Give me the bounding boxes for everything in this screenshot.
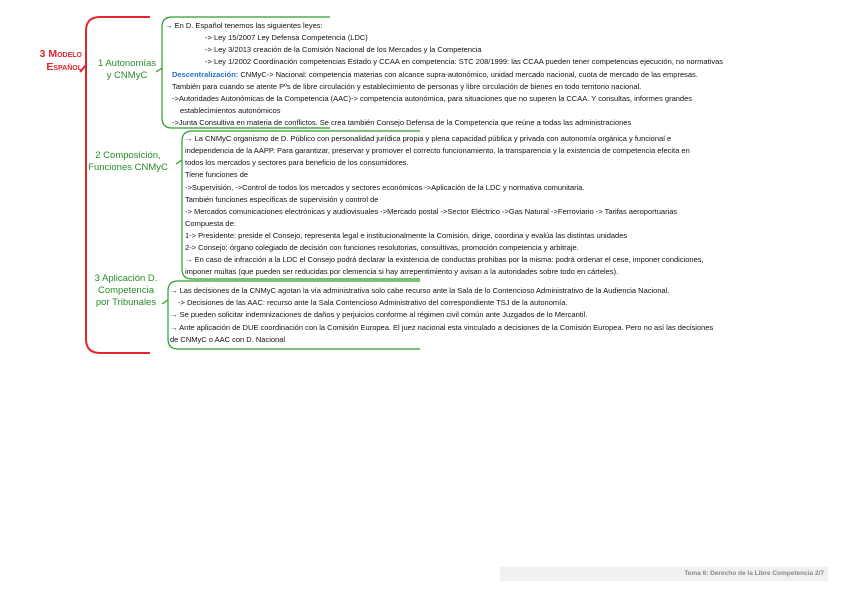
footer-text: Tema 6: Derecho de la Libre Competencia 2/7 (684, 570, 824, 577)
branch-1-title-line-2: y CNMyC (106, 70, 148, 81)
b3-line-2: → Se pueden solicitar indemnizaciones de daños y perjuicios conforme al régimen civil común ante Juzgados de lo Mercantil. (170, 310, 588, 319)
b2-line-9: 2-> Consejo: órgano colegiado de decisión con funciones resolutorias, consultivas, promoción competencia y arbitraje. (185, 243, 579, 252)
b1-line-2: -> Ley 3/2013 creación de la Comisión Nacional de los Mercados y la Competencia (205, 45, 482, 54)
branch-1-title-line-1: 1 Autonomías (97, 58, 157, 69)
b3-line-1: -> Decisiones de las AAC: recurso ante la Sala Contencioso Administrativo del correspondiente TSJ de la autonomía. (178, 298, 568, 307)
b2-line-7: Compuesta de: (185, 219, 236, 228)
branch-2-title-line-2: Funciones CNMyC (88, 162, 168, 173)
b2-line-4: ->Supervisión, ->Control de todos los mercados y sectores económicos ->Aplicación de la LDC y normativa comunitaria. (185, 183, 585, 192)
b3-line-4: de CNMyC o AAC con D. Nacional (170, 335, 286, 344)
b2-line-1: independencia de la AAPP. Para garantizar, preservar y promover el correcto funcionamiento, la transparencia y la existencia de competencia efecita en (185, 146, 690, 155)
b1-line-1: -> Ley 15/2007 Ley Defensa Competencia (LDC) (205, 33, 368, 42)
b1-line-3: -> Ley 1/2002 Coordinación competencias Estado y CCAA en competencia: STC 208/1999: las CCAA pueden tener competencias ejecución, no normativas (205, 57, 724, 66)
b1-line-7: ->Autoridades Autonómicas de la Competencia (AAC)-> competencia autonómica, para situaciones que no superen la CCAA. Y consultas, informes grandes (172, 94, 693, 103)
root-title (22, 48, 82, 74)
b2-line-5: También funciones específicas de supervisión y control de (185, 195, 379, 204)
branch-1-title (82, 58, 172, 82)
b2-line-0: → La CNMyC organismo de D. Público con personalidad jurídica propia y plena capacidad pública y privada con autonomía orgánica y funcional e (185, 134, 672, 143)
branch-3-title-line-1: 3 Aplicación D. (94, 273, 158, 284)
branch-3-title (78, 273, 174, 309)
b2-line-6: -> Mercados comunicaciones electrónicas y audiovisuales ->Mercado postal ->Sector Eléctrico ->Gas Natural ->Ferroviario -> Tarifas aeroportuarias (185, 207, 678, 216)
b3-line-0: → Las decisiones de la CNMyC agotan la vía administrativa solo cabe recurso ante la Sala de lo Contencioso Administrativo de la Audiencia Nacional. (170, 286, 670, 295)
root-title-line-2: Español (46, 61, 82, 73)
b1-line-9: ->Junta Consultiva en materia de conflictos. Se crea también Consejo Defensa de la Competencia que reúne a todas las administraciones (172, 118, 632, 127)
branch-3-title-line-3: por Tribunales (95, 297, 157, 308)
b2-line-3: Tiene funciones de (185, 170, 249, 179)
b2-line-10: → En caso de infracción a la LDC el Consejo podrá declarar la existencia de conductas prohibas por la misma: podrá ordenar el cese, imponer condiciones, (185, 255, 704, 264)
b1-line-6: También para cuando se atente Pºs de libre circulación y establecimiento de personas y libre circulación de bienes en todo territorio nacional. (172, 82, 642, 91)
branch-2-title (78, 150, 178, 174)
root-title-line-1: 3 Modelo (39, 48, 82, 60)
descentralizacion-label: Descentralización: (172, 70, 239, 79)
b2-line-2: todos los mercados y sectores para beneficio de los consumidores. (185, 158, 409, 167)
b2-line-8: 1-> Presidente: preside el Consejo, representa legal e institucionalmente la Comisión, dirige, coordina y evalúa las distintas unidades (185, 231, 628, 240)
b1-line-0: → En D. Español tenemos las siguientes leyes: (165, 21, 323, 30)
b1-line-8: establecimientos autonómicos (180, 106, 281, 115)
branch-2-title-line-1: 2 Composición, (95, 150, 161, 161)
branch-3-title-line-2: Competencia (98, 285, 154, 296)
b1-line-4 (172, 69, 698, 81)
descentralizacion-text: CNMyC-> Nacional: competencia materias con alcance supra-autonómico, unidad mercado nacional, cuota de mercado de las empresas. (238, 70, 698, 79)
b3-line-3: → Ante aplicación de DUE coordinación con la Comisión Europea. El juez nacional esta vinculado a decisiones de la Comisión Europea. Pero no así las decisiones (170, 323, 714, 332)
b2-line-11: imponer multas (que pueden ser reducidas por clemencia si hay arrepentimiento y avisan a la autoridades sobre todo en cárteles). (185, 267, 619, 276)
